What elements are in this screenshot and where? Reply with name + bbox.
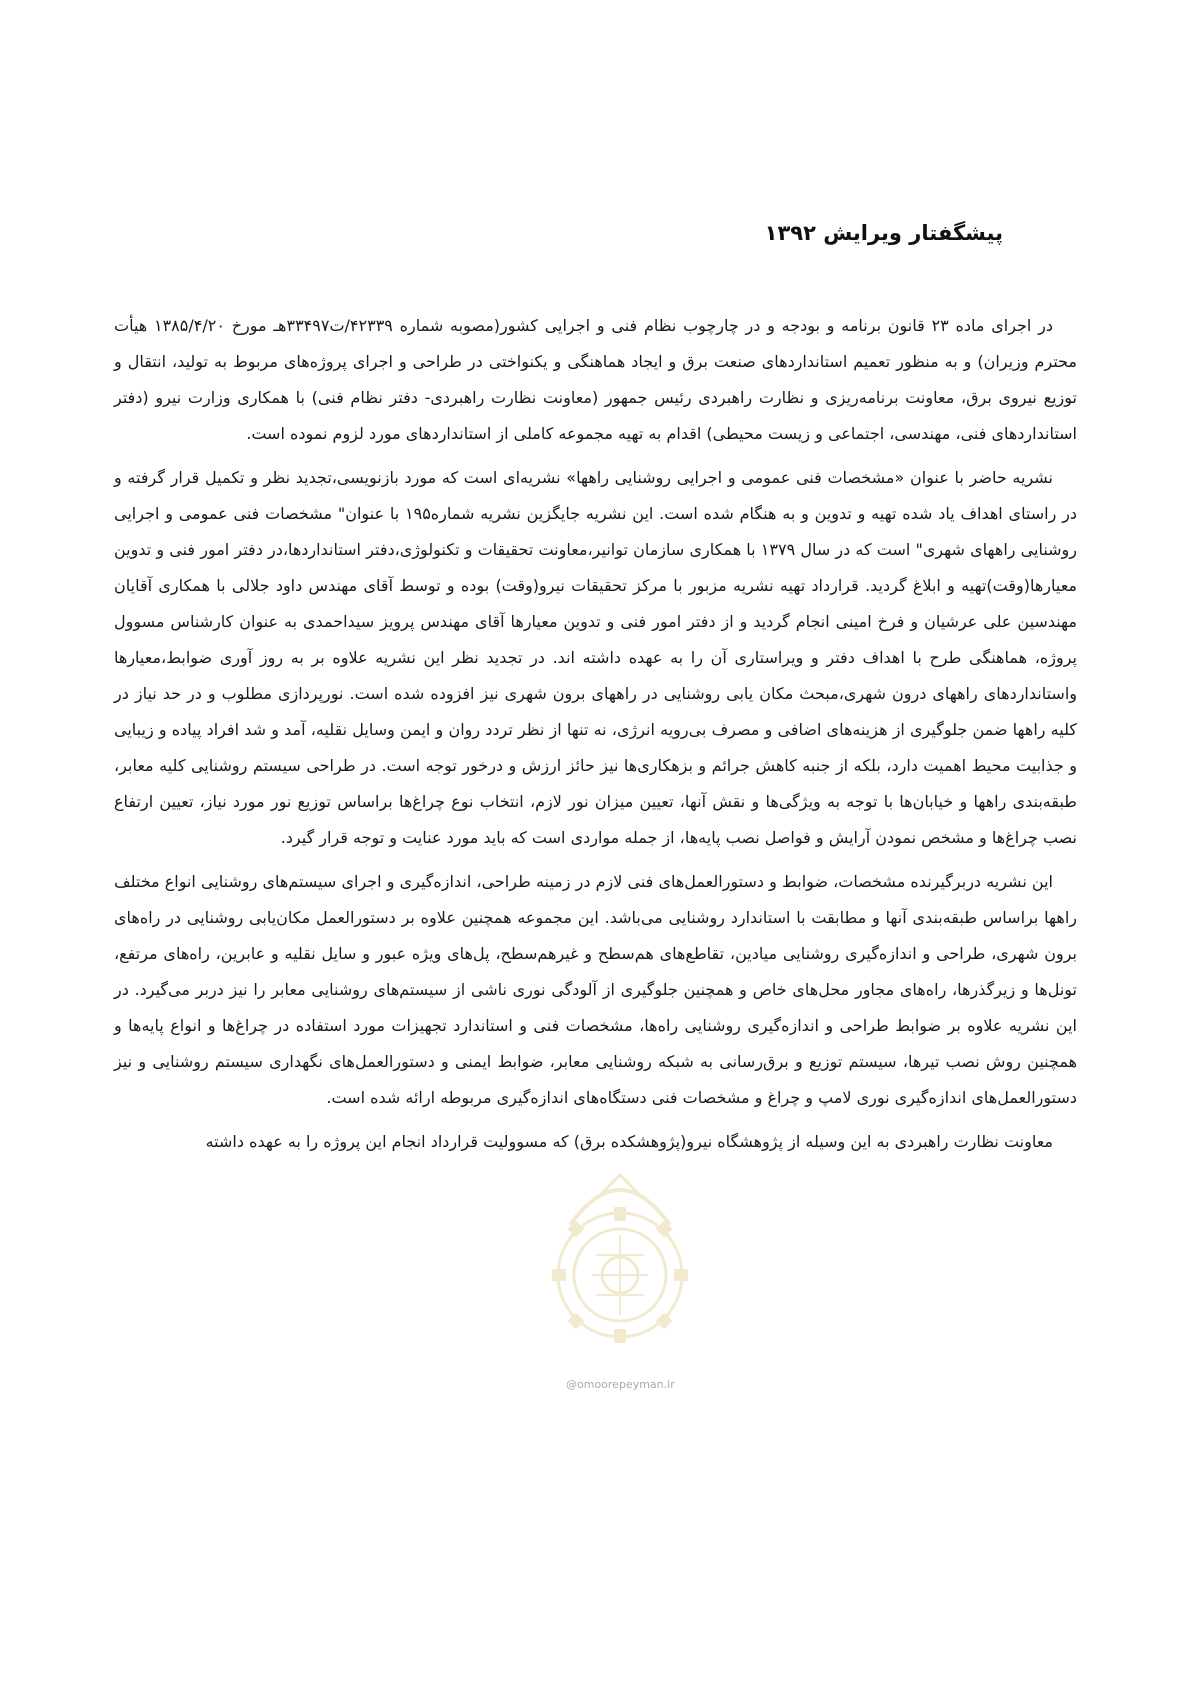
watermark-url: @omoorepeyman.ir <box>566 1378 675 1391</box>
paragraph-4: معاونت نظارت راهبردی به این وسیله از پژوهشگاه نیرو(پژوهشکده برق) که مسوولیت قرارداد انجام این پروژه را به عهده داشته <box>205 1132 1053 1151</box>
paragraph-3: این نشریه دربرگیرنده مشخصات، ضوابط و دستورالعمل‌های فنی لازم در زمینه طراحی، اندازه‌گیری و اجرای سیستم‌های روشنایی انواع مختلف راهها براساس طبقه‌بندی آنها و مطابقت با استاندارد روشنایی می‌باشد. این مجموعه همچنین علاوه بر دستورالعمل مکان‌یابی روشنایی در راه‌های برون شهری، طراحی و اندازه‌گیری روشنایی میادین، تقاطع‌های هم‌سطح و غیرهم‌سطح، پل‌های ویژه عبور و سایل نقلیه و عابرین، راه‌های مرتفع، تونل‌ها و زیرگذرها، راه‌های مجاور محل‌های خاص و همچنین جلوگیری از آلودگی نوری ناشی از سیستم‌های روشنایی معابر را نیز دربر می‌گیرد. در این نشریه علاوه بر ضوابط طراحی و اندازه‌گیری روشنایی راه‌ها، مشخصات فنی و استاندارد تجهیزات مورد استفاده در چراغ‌ها و انواع پایه‌ها و همچنین روش نصب تیرها، سیستم توزیع و برق‌رسانی به شبکه روشنایی معابر، ضوابط ایمنی و دستورالعمل‌های نگهداری سیستم روشنایی و نیز دستورالعمل‌های اندازه‌گیری نوری لامپ و چراغ و مشخصات فنی دستگاه‌های اندازه‌گیری مربوطه ارائه شده است. <box>114 872 1077 1107</box>
gear-emblem-icon <box>540 1165 700 1365</box>
document-body <box>114 308 1077 1168</box>
paragraph-2: نشریه حاضر با عنوان «مشخصات فنی عمومی و اجرایی روشنایی راهها» نشریه‌ای است که مورد بازنویسی،تجدید نظر و تکمیل قرار گرفته و در راستای اهداف یاد شده تهیه و تدوین و به هنگام شده است. این نشریه جایگزین نشریه شماره۱۹۵ با عنوان" مشخصات فنی عمومی و اجرایی روشنایی راههای شهری" است که در سال ۱۳۷۹ با همکاری سازمان توانیر،معاونت تحقیقات و تکنولوژی،دفتر استانداردها،در دفتر امور فنی و تدوین معیارها(وقت)تهیه و ابلاغ گردید. قرارداد تهیه نشریه مزبور با مرکز تحقیقات نیرو(وقت) بوده و توسط آقای مهندس داود جلالی با همکاری آقایان مهندسین علی عرشیان و فرخ امینی انجام گردید و از دفتر امور فنی و تدوین معیارها آقای مهندس پرویز سیداحمدی به عنوان کارشناس مسوول پروژه، هماهنگی طرح با اهداف دفتر و ویراستاری آن را به عهده داشته اند. در تجدید نظر این نشریه علاوه بر به روز آوری ضوابط،معیارها واستانداردهای راههای درون شهری،مبحث مکان یابی روشنایی در راههای برون شهری نیز افزوده شده است. نورپردازی مطلوب و در حد نیاز در کلیه راهها ضمن جلوگیری از هزینه‌های اضافی و مصرف بی‌رویه انرژی، نه تنها از نظر تردد روان و ایمن وسایل نقلیه، آمد و شد افراد پیاده و زیبایی و جذابیت محیط اهمیت دارد، بلکه از جنبه کاهش جرائم و بزهکاری‌ها نیز حائز ارزش و درخور توجه است. در طراحی سیستم روشنایی کلیه معابر، طبقه‌بندی راهها و خیابان‌ها با توجه به ویژگی‌ها و نقش آنها، تعیین میزان نور لازم، انتخاب نوع چراغ‌ها براساس توزیع نور مورد نیاز، تعیین ارتفاع نصب چراغ‌ها و مشخص نمودن آرایش و فواصل نصب پایه‌ها، از جمله مواردی است که باید مورد عنایت و توجه قرار گیرد. <box>114 468 1078 847</box>
page-title: پیشگفتار ویرایش ۱۳۹۲ <box>764 221 1003 245</box>
paragraph-1: در اجرای ماده ۲۳ قانون برنامه و بودجه و در چارچوب نظام فنی و اجرایی کشور(مصوبه شماره ۴۲۳۳۹/ت۳۳۴۹۷هـ مورخ ۱۳۸۵/۴/۲۰ هیأت محترم وزیران) و به منظور تعمیم استانداردهای صنعت برق و ایجاد هماهنگی و یکنواختی در طراحی و اجرای پروژه‌های مربوط به تولید، انتقال و توزیع نیروی برق، معاونت برنامه‌ریزی و نظارت راهبردی رئیس جمهور (معاونت نظارت راهبردی- دفتر نظام فنی) با همکاری وزارت نیرو (دفتر استانداردهای فنی، مهندسی، اجتماعی و زیست محیطی) اقدام به تهیه مجموعه کاملی از استانداردهای مورد لزوم نموده است. <box>114 316 1077 443</box>
